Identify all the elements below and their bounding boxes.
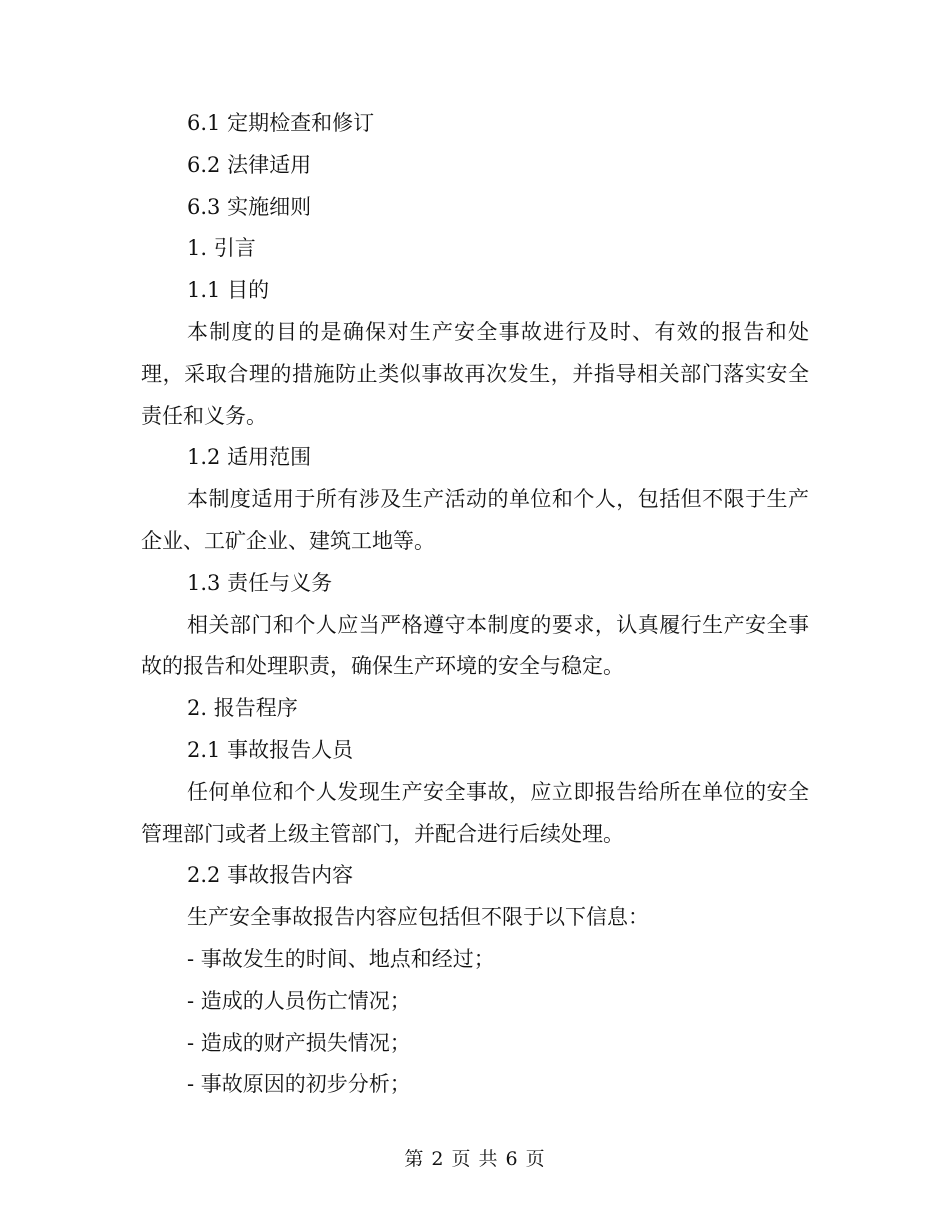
section-heading: 2.2 事故报告内容 <box>187 863 354 888</box>
list-item: - 造成的人员伤亡情况； <box>187 988 411 1013</box>
section-heading: 1. 引言 <box>187 236 256 261</box>
section-heading: 6.2 法律适用 <box>187 152 312 177</box>
list-item: - 造成的财产损失情况； <box>187 1030 411 1055</box>
section-heading: 6.1 定期检查和修订 <box>187 111 375 135</box>
section-heading: 1.1 目的 <box>187 278 270 303</box>
section-heading: 2. 报告程序 <box>187 696 298 721</box>
list-intro: 生产安全事故报告内容应包括但不限于以下信息： <box>187 905 649 930</box>
section-heading: 1.2 适用范围 <box>187 445 312 470</box>
list-item: - 事故发生的时间、地点和经过； <box>187 946 495 971</box>
body-paragraph: 任何单位和个人发现生产安全事故，应立即报告给所在单位的安全管理部门或者上级主管部门，并配合进行后续处理。 <box>141 779 809 846</box>
list-item: - 事故原因的初步分析； <box>187 1072 411 1097</box>
body-paragraph: 本制度适用于所有涉及生产活动的单位和个人，包括但不限于生产企业、工矿企业、建筑工地等。 <box>141 487 809 553</box>
body-paragraph: 本制度的目的是确保对生产安全事故进行及时、有效的报告和处理，采取合理的措施防止类似事故再次发生，并指导相关部门落实安全责任和义务。 <box>141 319 809 428</box>
section-heading: 6.3 实施细则 <box>187 194 312 219</box>
section-heading: 2.1 事故报告人员 <box>187 737 354 762</box>
section-heading: 1.3 责任与义务 <box>187 570 333 595</box>
page-number-footer: 第 2 页 共 6 页 <box>404 1148 546 1170</box>
document-body <box>141 103 809 1106</box>
body-paragraph: 相关部门和个人应当严格遵守本制度的要求，认真履行生产安全事故的报告和处理职责，确保生产环境的安全与稳定。 <box>141 612 809 679</box>
